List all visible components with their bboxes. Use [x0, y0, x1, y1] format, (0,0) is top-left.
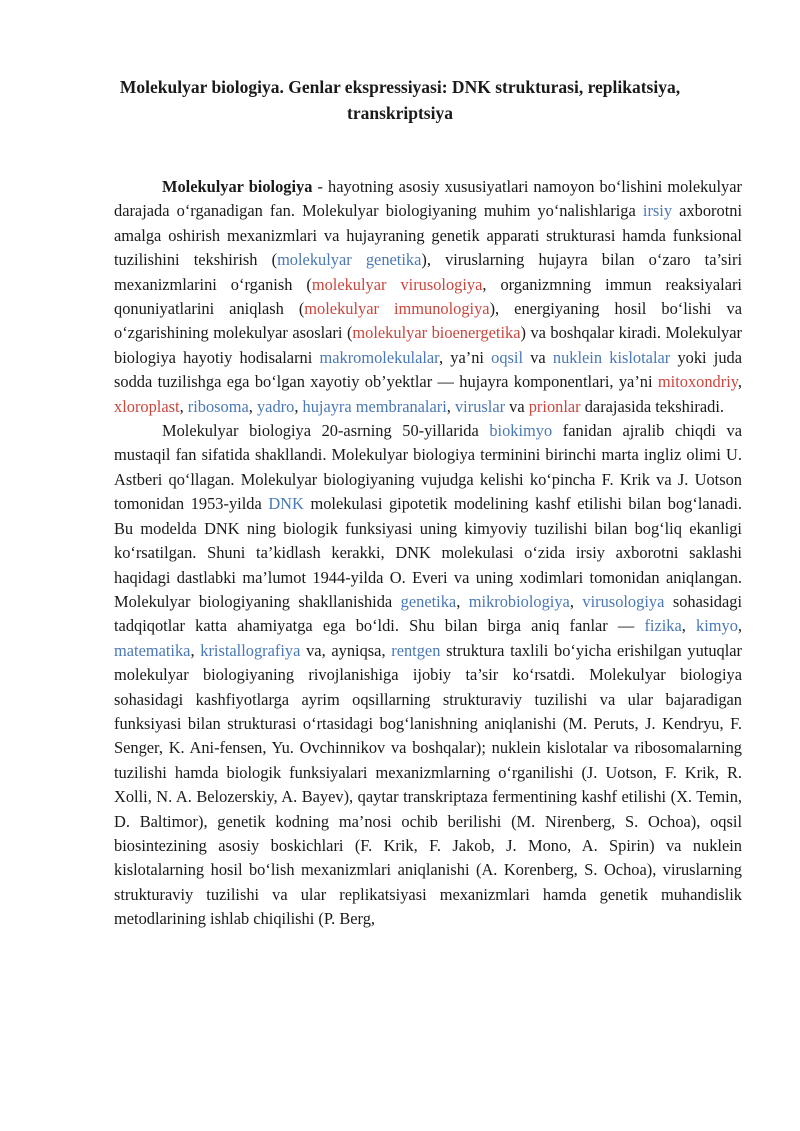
text: molekulasi gipotetik modelining kashf etilishi bilan bog‘lanadi. Bu modelda DNK ning biologik funksiyasi uning kimyoviy tuzilishi bilan bog‘liq ekanligi ko‘rsatilgan. Shuni ta’kidlash kerakki, DNK molekulasi o‘zida irsiy axborotni saklashi haqidagi dastlabki ma’lumot 1944-yilda O. Everi va uning xodimlari tomonidan aniqlangan. Molekulyar biologiyaning shakllanishida [114, 494, 742, 611]
link-makromolekulalar[interactable]: makromolekulalar [319, 347, 439, 367]
text: ), energiyaning hosil bo‘lishi va o‘zgarishining molekulyar asoslari ( [114, 299, 742, 343]
text: , [569, 591, 583, 611]
link-rentgen[interactable]: rentgen [391, 640, 441, 660]
link-yadro[interactable]: yadro [256, 396, 295, 416]
text: , [446, 396, 455, 416]
text: va [505, 396, 529, 416]
text: axborotni amalga oshirish mexanizmlari va hujayraning genetik apparati strukturasi hamda funksional tuzilishini tekshirish ( [114, 201, 742, 270]
text: , [456, 591, 469, 611]
text: ), viruslarning hujayra bilan o‘zaro ta’siri mexanizmlarini o‘rganish ( [114, 250, 743, 294]
text: sohasidagi tadqiqotlar katta ahamiyatga ega bo‘ldi. Shu bilan birga aniq fanlar — [114, 591, 743, 636]
text: va [523, 347, 553, 367]
link-molekulyar-genetika[interactable]: molekulyar genetika [277, 250, 422, 270]
link-kristallografiya[interactable]: kristallografiya [200, 640, 301, 660]
link-prionlar[interactable]: prionlar [528, 396, 581, 416]
text: , [681, 616, 696, 636]
link-nuklein-kislotalar[interactable]: nuklein kislotalar [552, 347, 671, 367]
link-biokimyo[interactable]: biokimyo [489, 421, 553, 441]
text: , organizmning immun reaksiyalari qonuniyatlarini aniqlash ( [114, 274, 742, 319]
text: Molekulyar biologiya 20-asrning 50-yillarida [162, 421, 490, 441]
document-body [114, 175, 742, 932]
text: , [248, 396, 257, 416]
paragraph-2 [114, 419, 742, 932]
link-genetika[interactable]: genetika [400, 591, 457, 611]
link-molekulyar-immunologiya[interactable]: molekulyar immunologiya [304, 299, 490, 319]
link-matematika[interactable]: matematika [114, 640, 191, 660]
text: , [179, 396, 188, 416]
link-kimyo[interactable]: kimyo [696, 616, 738, 636]
text: struktura taxlili bo‘yicha erishilgan yutuqlar molekulyar biologiyaning rivojlanishiga ijobiy ta’sir ko‘rsatdi. Molekulyar biologiya sohasidagi kashfiyotlarga ayrim oqsillarning strukturaviy tuzilishi va ular bajaradigan funksiyasi bilan strukturasi o‘rtasidagi bog‘lanishning aniqlanishi (M. Peruts, J. Kendryu, F. Senger, K. Ani-fensen, Yu. Ovchinnikov va boshqalar); nuklein kislotalar va ribosomalarning tuzilishi hamda biologik funksiyalari mexanizmlarning o‘rganilishi (J. Uotson, F. Krik, R. Xolli, N. A. Belozerskiy, A. Bayev), qaytar transkriptaza fermentining kashf etilishi (X. Temin, D. Baltimor), genetik kodning ma’nosi ochib berilishi (M. Nirenberg, S. Ochoa), oqsil biosintezining asosiy boskichlari (F. Krik, F. Jakob, J. Mono, A. Spirin) va nuklein kislotalarning hosil bo‘lish mexanizmlari aniqlanishi (A. Korenberg, S. Ochoa), viruslarning strukturaviy tuzilishi va ular replikatsiyasi mexanizmlari hamda genetik muhandislik metodlarining ishlab chiqilishi (P. Berg, [114, 640, 743, 929]
link-xloroplast[interactable]: xloroplast [114, 396, 180, 416]
page-title: Molekulyar biologiya. Genlar ekspressiyasi: DNK strukturasi, replikatsiya, transkriptsiya [119, 77, 681, 123]
link-irsiy[interactable]: irsiy [642, 201, 673, 221]
text: yoki juda sodda tuzilishga ega bo‘lgan xayotiy ob’yektlar — hujayra komponentlari, ya’ni [114, 347, 742, 392]
link-molekulyar-bioenergetika[interactable]: molekulyar bioenergetika [352, 323, 521, 343]
link-fizika[interactable]: fizika [644, 616, 682, 636]
text: , [737, 616, 742, 636]
link-hujayra-membranalari[interactable]: hujayra membranalari [302, 396, 447, 416]
link-mitoxondriy[interactable]: mitoxondriy [657, 372, 738, 392]
text: va, ayniqsa, [300, 640, 392, 660]
text: , ya’ni [438, 347, 492, 367]
link-ribosoma[interactable]: ribosoma [187, 396, 249, 416]
link-mikrobiologiya[interactable]: mikrobiologiya [468, 591, 570, 611]
text: - hayotning asosiy xususiyatlari namoyon bo‘lishini molekulyar darajada o‘rganadigan fan. Molekulyar biologiyaning muhim yo‘nalishlariga [114, 177, 742, 221]
bold-term: Molekulyar biologiya [162, 177, 313, 196]
text: , [737, 372, 742, 392]
link-oqsil[interactable]: oqsil [491, 347, 524, 367]
text: fanidan ajralib chiqdi va mustaqil fan sifatida shakllandi. Molekulyar biologiya terminini birinchi marta ingliz olimi U. Astberi qo‘llagan. Molekulyar biologiyaning vujudga kelishi ko‘pincha F. Krik va J. Uotson tomonidan 1953-yilda [114, 421, 742, 514]
paragraph-1 [114, 175, 742, 419]
text: , [190, 640, 201, 660]
link-virusologiya[interactable]: virusologiya [582, 591, 665, 611]
link-viruslar[interactable]: viruslar [454, 396, 506, 416]
text: darajasida tekshiradi. [580, 396, 724, 416]
text: , [294, 396, 303, 416]
link-dnk[interactable]: DNK [268, 494, 304, 514]
text: ) va boshqalar kiradi. Molekulyar biologiya hayotiy hodisalarni [114, 323, 742, 367]
link-molekulyar-virusologiya[interactable]: molekulyar virusologiya [311, 274, 483, 294]
